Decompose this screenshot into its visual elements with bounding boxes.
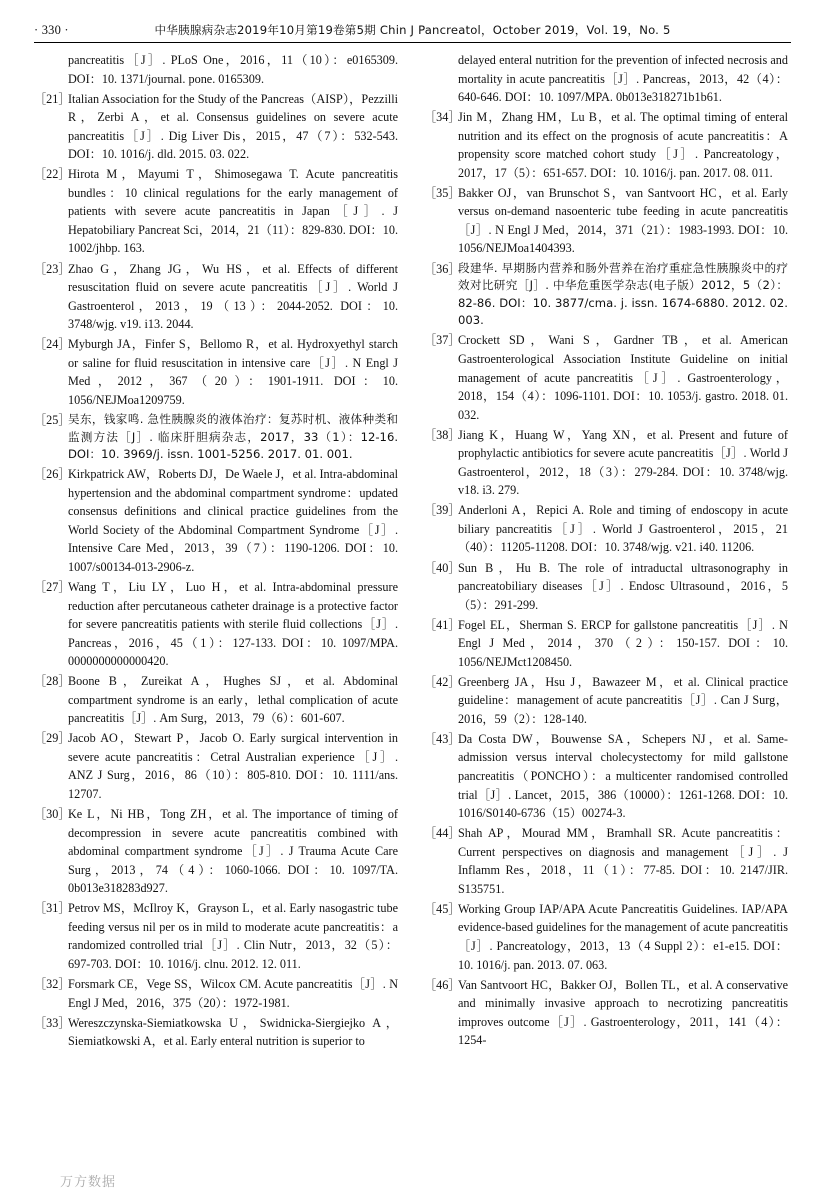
page-number: · 330 ·	[34, 23, 69, 37]
reference-number: ［33］	[34, 1015, 71, 1030]
reference-number: ［22］	[34, 167, 71, 182]
reference-item	[424, 426, 788, 500]
reference-number: ［28］	[34, 674, 71, 689]
reference-text: Working Group IAP/APA Acute Pancreatitis Guidelines. IAP/APA evidence-based guidelines for the management of acute pancreatitis［J］. Pancreatology，2013，13（4 Suppl 2）：e1-e15. DOI：10. 1016/j. pan. 2013. 07. 063.	[458, 901, 788, 972]
reference-text: Kirkpatrick AW，Roberts DJ，De Waele J，et al. Intra-abdominal hypertension and the abdominal compartment syndrome：updated consensus definitions and clinical practice guidelines from the World Society of the Abdominal Compartment Syndrome［J］. Intensive Care Med，2013，39（7）：1190-1206. DOI：10. 1007/s00134-013-2906-z.	[68, 467, 398, 574]
reference-item	[424, 730, 788, 823]
reference-number: ［38］	[424, 427, 461, 442]
reference-item	[34, 465, 398, 576]
reference-number: ［39］	[424, 503, 461, 518]
reference-text: Boone B，Zureikat A，Hughes SJ，et al. Abdominal compartment syndrome is an early，lethal complication of acute pancreatitis［J］. Am Surg，2013，79（6）：601-607.	[68, 674, 398, 726]
header-rule	[34, 42, 791, 43]
running-head	[34, 22, 791, 40]
reference-item	[34, 260, 398, 334]
reference-item	[424, 616, 788, 672]
reference-item	[424, 976, 788, 1050]
reference-text: Crockett SD，Wani S，Gardner TB，et al. American Gastroenterological Association Institute Guideline on initial management of acute pancreatitis［J］. Gastroenterology，2018，154（4）：1096-1101. DOI：10. 1053/j. gastro. 2018. 01. 032.	[458, 333, 788, 422]
reference-number: ［27］	[34, 580, 71, 594]
reference-number: ［24］	[34, 337, 71, 352]
reference-text: Da Costa DW，Bouwense SA，Schepers NJ，et al. Same-admission versus interval cholecystectomy for mild gallstone pancreatitis（PONCHO）：a multicenter randomised controlled trial［J］. Lancet，2015，386（10000）：1261-1268. DOI：10. 1016/S0140-6736（15）00274-3.	[458, 731, 788, 821]
reference-text: Van Santvoort HC，Bakker OJ，Bollen TL，et al. A conservative and minimally invasive approach to necrotizing pancreatitis improves outcome［J］. Gastroenterology，2011，141（4）：1254-	[458, 977, 788, 1048]
reference-item	[424, 331, 788, 424]
reference-number: ［36］	[424, 261, 461, 276]
reference-text: Zhao G，Zhang JG，Wu HS，et al. Effects of different resuscitation fluid on severe acute pancreatitis［J］. World J Gastroenterol，2013，19（13）：2044-2052. DOI：10. 3748/wjg. v19. i13. 2044.	[68, 261, 398, 332]
reference-item	[424, 260, 788, 330]
reference-item	[424, 501, 788, 557]
reference-number: ［25］	[34, 412, 71, 427]
wanfang-watermark: 万方数据	[60, 1175, 117, 1190]
reference-continuation: pancreatitis［J］. PLoS One，2016，11（10）：e0165309. DOI：10. 1371/journal. pone. 0165309.	[68, 53, 398, 86]
reference-text: Jin M，Zhang HM，Lu B，et al. The optimal timing of enteral nutrition and its effect on the prognosis of acute pancreatitis：A propensity score matched cohort study［J］. Pancreatology，2017，17（5）：651-657. DOI：10. 1016/j. pan. 2017. 08. 011.	[458, 110, 788, 180]
reference-number: ［40］	[424, 560, 461, 575]
reference-item	[34, 411, 398, 464]
reference-item	[424, 108, 788, 182]
reference-item	[424, 184, 788, 258]
reference-continuation: delayed enteral nutrition for the prevention of infected necrosis and mortality in acute pancreatitis［J］. Pancreas，2013，42（4）：640-646. DOI：10. 1097/MPA. 0b013e318271b1b61.	[458, 53, 788, 105]
reference-item	[34, 975, 398, 1012]
right-column	[424, 51, 788, 1181]
reference-text: Greenberg JA，Hsu J，Bawazeer M，et al. Clinical practice guideline：management of acute pancreatitis［J］. Can J Surg，2016，59（2）：128-140.	[458, 674, 788, 726]
reference-text: Shah AP，Mourad MM，Bramhall SR. Acute pancreatitis：Current perspectives on diagnosis and management［J］. J Inflamm Res，2018，11（1）：77-85. DOI：10. 2147/JIR. S135751.	[458, 826, 788, 896]
reference-text: Sun B，Hu B. The role of intraductal ultrasonography in pancreatobiliary diseases［J］. Endosc Ultrasound，2016，5（5）：291-299.	[458, 560, 788, 612]
reference-text: Wereszczynska-Siemiatkowska U，Swidnicka-Siergiejko A，Siemiatkowski A，et al. Early enteral nutrition is superior to	[68, 1015, 398, 1049]
reference-item	[34, 1014, 398, 1051]
reference-item	[34, 335, 398, 409]
reference-number: ［21］	[34, 91, 71, 106]
reference-text: Bakker OJ，van Brunschot S，van Santvoort HC，et al. Early versus on-demand nasoenteric tube feeding in acute pancreatitis［J］. N Engl J Med，2014，371（21）：1983-1993. DOI：10. 1056/NEJMoa1404393.	[458, 185, 788, 256]
reference-text: Ke L，Ni HB，Tong ZH，et al. The importance of timing of decompression in severe acute pancreatitis combined with abdominal compartment syndrome［J］. J Trauma Acute Care Surg，2013，74（4）：1060-1066. DOI：10. 1097/TA. 0b013e318283d927.	[68, 807, 398, 896]
reference-number: ［30］	[34, 807, 71, 822]
reference-text: Jacob AO，Stewart P，Jacob O. Early surgical intervention in severe acute pancreatitis：Cetral Australian experience［J］. ANZ J Surg，2016，86（10）：805-810. DOI：10. 1111/ans. 12707.	[68, 731, 398, 802]
reference-text: Wang T，Liu LY，Luo H，et al. Intra-abdominal pressure reduction after percutaneous catheter drainage is a protective factor for severe pancreatitis patients with sterile fluid collections［J］. Pancreas，2016，45（1）：127-133. DOI：10. 1097/MPA. 0000000000000420.	[68, 580, 398, 669]
reference-number: ［44］	[424, 826, 461, 841]
left-column	[34, 51, 398, 1181]
reference-number: ［46］	[424, 977, 461, 992]
reference-number: ［31］	[34, 901, 71, 916]
reference-number: ［34］	[424, 110, 461, 125]
reference-item	[34, 672, 398, 728]
reference-text: Fogel EL，Sherman S. ERCP for gallstone pancreatitis［J］. N Engl J Med，2014，370（2）：150-157. DOI：10. 1056/NEJMct1208450.	[458, 617, 788, 669]
reference-number: ［37］	[424, 333, 461, 348]
reference-item	[424, 559, 788, 615]
reference-item	[34, 899, 398, 973]
reference-item	[424, 824, 788, 898]
reference-text: 吴东，钱家鸣. 急性胰腺炎的液体治疗：复苏时机、液体种类和监测方法［J］. 临床肝胆病杂志，2017，33（1）：12-16. DOI：10. 3969/j. issn. 1001-5256. 2017. 01. 001.	[68, 411, 398, 462]
reference-text: Myburgh JA，Finfer S，Bellomo R，et al. Hydroxyethyl starch or saline for fluid resuscitation in intensive care［J］. N Engl J Med，2012，367（20）：1901-1911. DOI：10. 1056/NEJMoa1209759.	[68, 337, 398, 407]
reference-columns	[34, 51, 791, 1181]
reference-item	[424, 900, 788, 974]
reference-item	[34, 729, 398, 803]
reference-number: ［43］	[424, 731, 461, 746]
reference-item	[34, 165, 398, 258]
reference-text: Hirota M，Mayumi T，Shimosegawa T. Acute pancreatitis bundles：10 clinical regulations for the early management of patients with severe acute pancreatitis in Japan［J］. J Hepatobiliary Pancreat Sci，2014，21（11）：829-830. DOI：10. 1002/jhbp. 163.	[68, 167, 398, 256]
reference-number: ［32］	[34, 976, 71, 991]
reference-text: Forsmark CE，Vege SS，Wilcox CM. Acute pancreatitis［J］. N Engl J Med，2016，375（20）：1972-1981.	[68, 976, 398, 1010]
reference-number: ［23］	[34, 261, 71, 276]
reference-number: ［26］	[34, 467, 71, 482]
reference-item	[424, 673, 788, 729]
journal-running-title: 中华胰腺病杂志2019年10月第19卷第5期 Chin J Pancreatol，October 2019，Vol. 19，No. 5	[154, 23, 671, 37]
reference-text: Petrov MS，McIlroy K，Grayson L，et al. Early nasogastric tube feeding versus nil per os in mild to moderate acute pancreatitis：a randomized controlled trial［J］. Clin Nutr，2013，32（5）：697-703. DOI：10. 1016/j. clnu. 2012. 12. 011.	[68, 901, 398, 971]
reference-item	[34, 90, 398, 164]
reference-item	[34, 578, 398, 671]
reference-text: Jiang K，Huang W，Yang XN，et al. Present and future of prophylactic antibiotics for severe acute pancreatitis［J］. World J Gastroenterol，2012，18（3）：279-284. DOI：10. 3748/wjg. v18. i3. 279.	[458, 427, 788, 498]
reference-number: ［29］	[34, 731, 71, 746]
reference-item	[34, 805, 398, 898]
reference-text: 段建华. 早期肠内营养和肠外营养在治疗重症急性胰腺炎中的疗效对比研究［J］. 中华危重医学杂志(电子版）2012，5（2）：82-86. DOI：10. 3877/cma. j. issn. 1674-6880. 2012. 02. 003.	[458, 260, 788, 328]
reference-text: Anderloni A，Repici A. Role and timing of endoscopy in acute biliary pancreatitis［J］. World J Gastroenterol，2015，21（40）：11205-11208. DOI：10. 3748/wjg. v21. i40. 11206.	[458, 503, 788, 555]
reference-number: ［42］	[424, 674, 461, 689]
reference-number: ［35］	[424, 185, 461, 200]
reference-text: Italian Association for the Study of the Pancreas（AISP），Pezzilli R，Zerbi A，et al. Consensus guidelines on severe acute pancreatitis［J］. Dig Liver Dis，2015，47（7）：532-543. DOI：10. 1016/j. dld. 2015. 03. 022.	[68, 91, 398, 162]
reference-number: ［41］	[424, 617, 461, 632]
reference-number: ［45］	[424, 901, 461, 916]
